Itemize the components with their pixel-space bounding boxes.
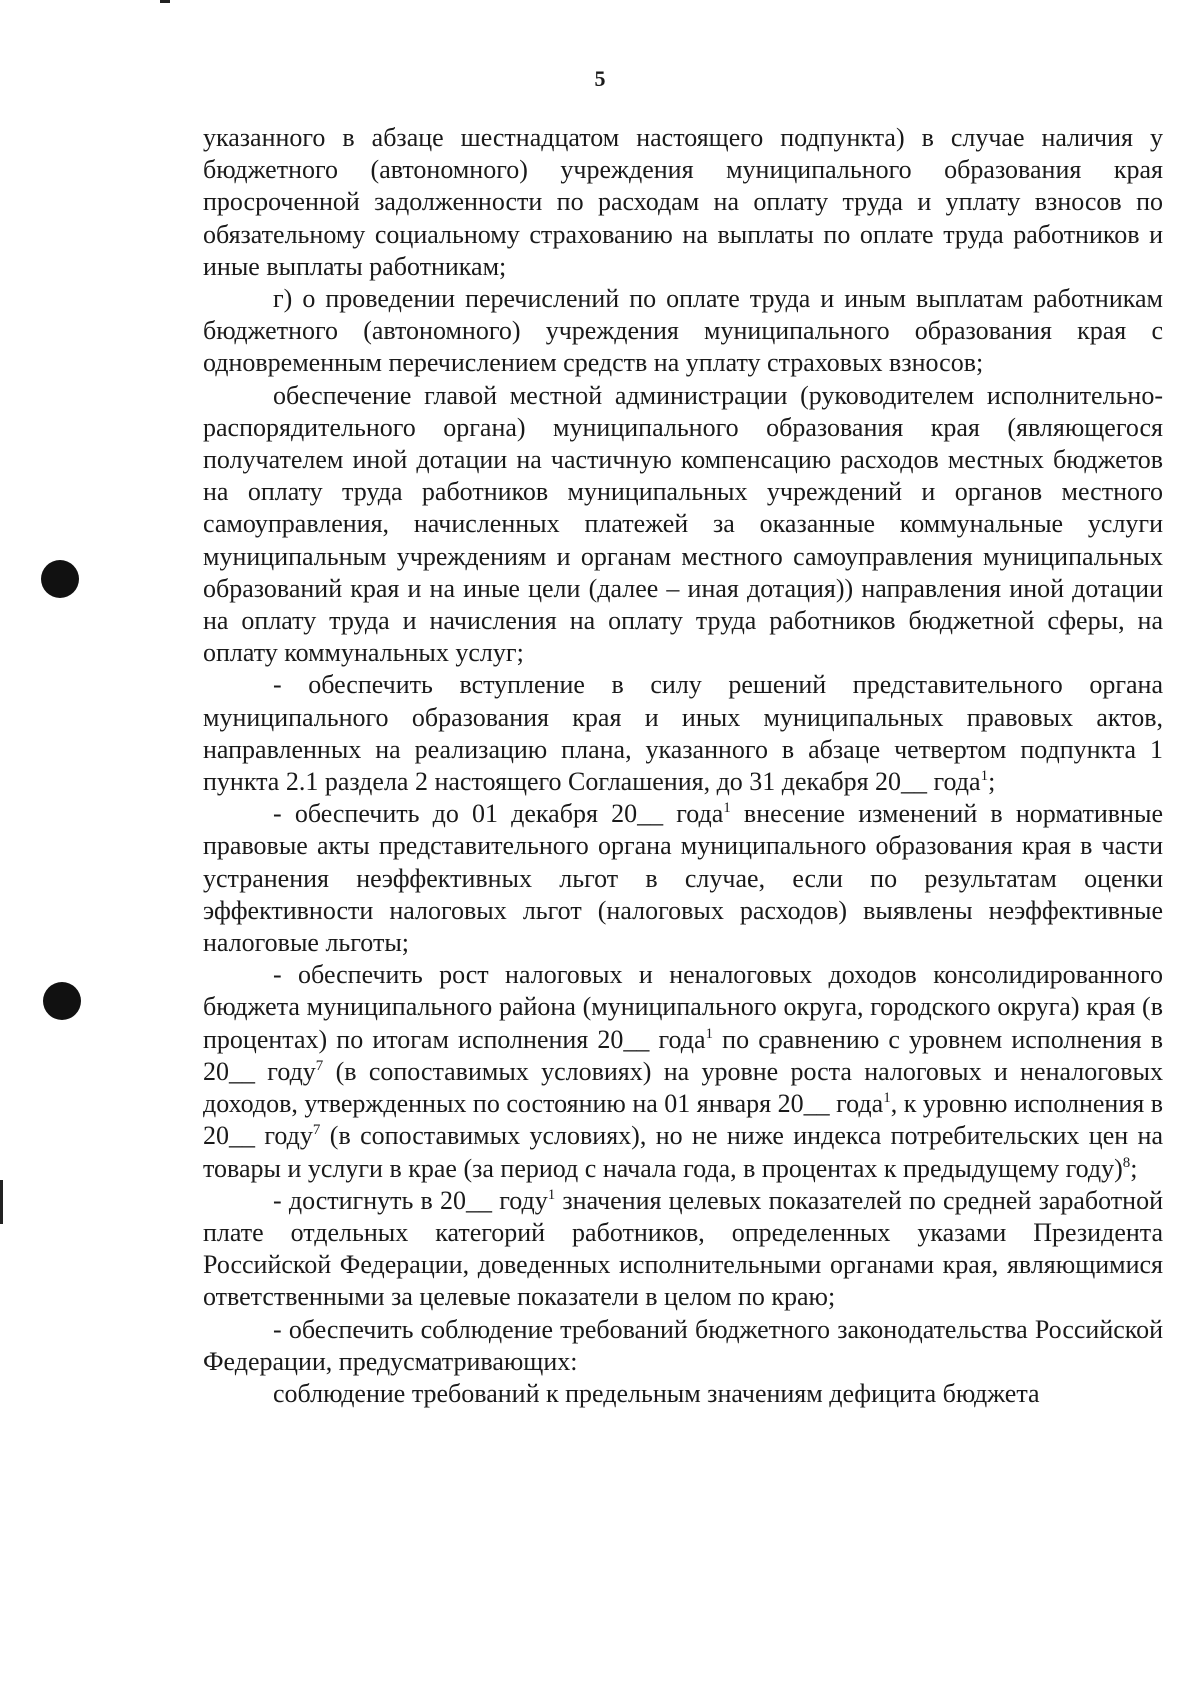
paragraph bbox=[203, 1378, 1163, 1410]
text-run: (в сопоставимых условиях), но не ниже индекса потребительских цен на товары и услуги в крае (за период с начала года, в процентах к предыдущему году) bbox=[203, 1121, 1163, 1183]
paragraph bbox=[203, 669, 1163, 798]
footnote-ref: 1 bbox=[705, 1025, 714, 1042]
footnote-ref: 8 bbox=[1122, 1154, 1131, 1171]
paragraph bbox=[203, 380, 1163, 670]
punch-hole bbox=[41, 560, 79, 598]
text-run: ; bbox=[988, 767, 996, 797]
text-run: соблюдение требований к предельным значениям дефицита бюджета bbox=[273, 1378, 1040, 1408]
text-run: значения целевых показателей по средней заработной плате отдельных категорий работников, определенных указами Президента Российской Федерации, доведенных исполнительными органами края, являющимися ответственными за целевые показатели в целом по краю; bbox=[203, 1185, 1164, 1312]
page-number: 5 bbox=[594, 66, 606, 91]
text-run: внесение изменений в нормативные правовые акты представительного органа муниципального образования края в части устранения неэффективных льгот в случае, если по результатам оценки эффективности налоговых льгот (налоговых расходов) выявлены неэффективные налоговые льготы; bbox=[203, 799, 1163, 958]
paragraph bbox=[203, 283, 1163, 380]
footnote-ref: 1 bbox=[883, 1090, 891, 1107]
text-run: - обеспечить до 01 декабря 20__ года bbox=[273, 799, 724, 829]
scan-edge-mark bbox=[0, 1180, 3, 1224]
text-run: - обеспечить рост налоговых и неналоговых доходов консолидированного бюджета муниципального района (муниципального округа, городского округа) края (в процентах) по итогам исполнения 20__ года bbox=[203, 960, 1163, 1054]
footnote-ref: 7 bbox=[315, 1057, 324, 1074]
text-run: - достигнуть в 20__ году bbox=[273, 1185, 548, 1215]
text-run: обеспечение главой местной администрации (руководителем исполнительно-распорядительного органа) муниципального образования края (являющегося получателем иной дотации на частичную компенсацию расходов местных бюджетов на оплату труда работников муниципальных учреждений и органов местного самоуправления, начисленных платежей за оказанные коммунальные услуги муниципальным учреждениям и органам местного самоуправления муниципальных образований края и на иные цели (далее – иная дотация)) направления иной дотации на оплату труда и начисления на оплату труда работников бюджетной сферы, на оплату коммунальных услуг; bbox=[203, 380, 1163, 668]
text-run: указанного в абзаце шестнадцатом настоящего подпункта) в случае наличия у бюджетного (автономного) учреждения муниципального образования края просроченной задолженности по расходам на оплату труда и уплату взносов по обязательному социальному страхованию на выплаты по оплате труда работников и иные выплаты работникам; bbox=[203, 123, 1163, 281]
text-run: (в сопоставимых условиях) на уровне роста налоговых и неналоговых доходов, утвержденных по состоянию на 01 января 20__ года bbox=[203, 1056, 1163, 1119]
paragraph bbox=[203, 122, 1163, 283]
paragraph bbox=[203, 1314, 1163, 1378]
paragraph bbox=[203, 798, 1163, 959]
footnote-ref: 1 bbox=[547, 1186, 556, 1203]
body-text bbox=[203, 122, 1163, 1410]
text-run: , к уровню исполнения в 20__ году bbox=[203, 1089, 1164, 1151]
text-run: - обеспечить соблюдение требований бюджетного законодательства Российской Федерации, предусматривающих: bbox=[203, 1314, 1163, 1376]
paragraph bbox=[203, 1185, 1163, 1314]
punch-hole bbox=[43, 982, 81, 1020]
text-run: по сравнению с уровнем исполнения в 20__ году bbox=[203, 1024, 1163, 1086]
paragraph bbox=[203, 959, 1163, 1184]
scan-edge-mark bbox=[160, 0, 170, 3]
footnote-ref: 1 bbox=[980, 768, 989, 785]
footnote-ref: 7 bbox=[312, 1122, 321, 1139]
text-run: - обеспечить вступление в силу решений представительного органа муниципального образования края и иных муниципальных правовых актов, направленных на реализацию плана, указанного в абзаце четвертом подпункта 1 пункта 2.1 раздела 2 настоящего Соглашения, до 31 декабря 20__ года bbox=[203, 670, 1163, 797]
text-run: ; bbox=[1130, 1153, 1138, 1183]
text-run: г) о проведении перечислений по оплате труда и иным выплатам работникам бюджетного (автономного) учреждения муниципального образования края с одновременным перечислением средств на уплату страховых взносов; bbox=[203, 284, 1163, 378]
footnote-ref: 1 bbox=[723, 800, 731, 817]
